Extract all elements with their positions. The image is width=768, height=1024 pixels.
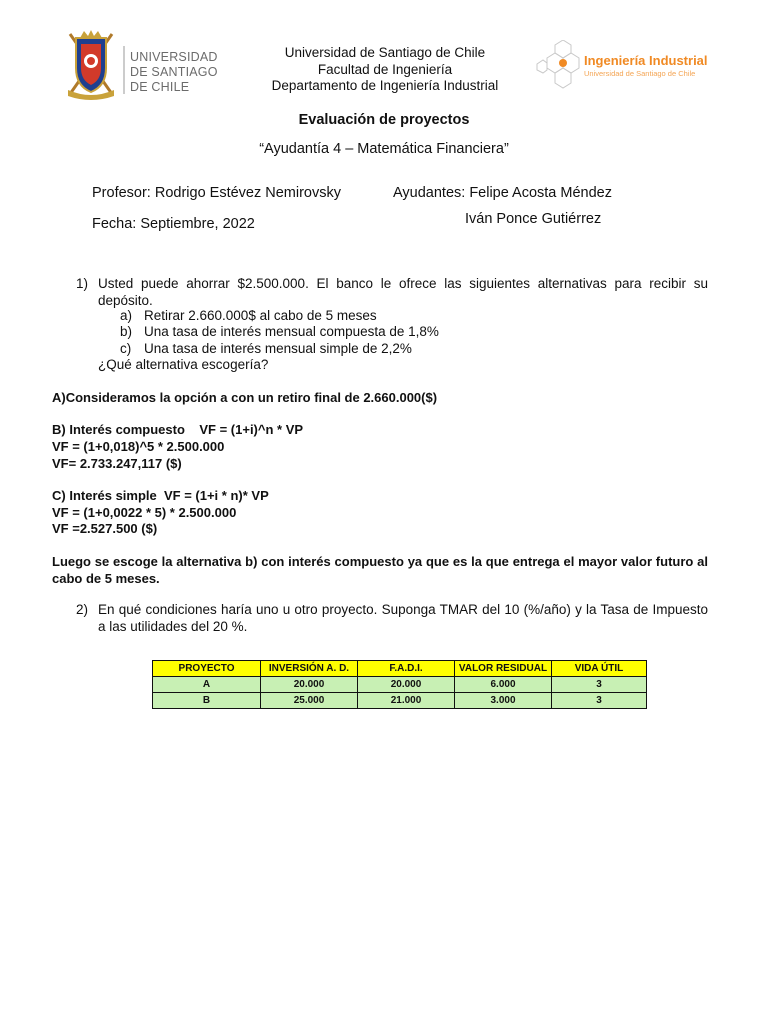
table-cell: 3 (552, 693, 647, 709)
answer-c-result: VF =2.527.500 ($) (52, 521, 158, 536)
table-header-cell: VALOR RESIDUAL (455, 661, 552, 677)
table-cell: A (153, 677, 261, 693)
answer-a: A)Consideramos la opción a con un retiro final de 2.660.000($) (52, 390, 438, 405)
university-name: Universidad de Santiago de Chile (284, 45, 486, 60)
table-header-cell: INVERSIÓN A. D. (261, 661, 358, 677)
assistants-line-1: Ayudantes: Felipe Acosta Méndez (393, 185, 612, 201)
faculty-name: Facultad de Ingeniería (317, 61, 453, 77)
answer-conclusion: Luego se escoge la alternativa b) con interés compuesto ya que es la que entrega el mayor valor futuro al cabo de 5 meses. (52, 554, 708, 586)
professor-line: Profesor: Rodrigo Estévez Nemirovsky (92, 185, 341, 201)
table-header-cell: PROYECTO (153, 661, 261, 677)
question-2-text: En qué condiciones haría uno u otro proyecto. Suponga TMAR del 10 (%/año) y la Tasa de Impuesto a las utilidades del 20 %. (98, 602, 708, 634)
date-line: Fecha: Septiembre, 2022 (92, 216, 255, 232)
document-title: Evaluación de proyectos (298, 112, 470, 128)
document-subtitle: “Ayudantía 4 – Matemática Financiera” (259, 141, 509, 157)
answer-b-result: VF= 2.733.247,117 ($) (52, 456, 182, 471)
dept-logo-title: Ingeniería Industrial (584, 53, 708, 68)
table-header-cell: VIDA ÚTIL (552, 661, 647, 677)
question-1-text: Usted puede ahorrar $2.500.000. El banco le ofrece las siguientes alternativas para recibir su depósito. (98, 276, 708, 308)
header-institution (240, 45, 530, 95)
table-cell: 6.000 (455, 677, 552, 693)
table-cell: 3 (552, 677, 647, 693)
table-cell: B (153, 693, 261, 709)
project-table (152, 660, 647, 709)
question-1-number: 1) (76, 276, 89, 291)
table-cell: 3.000 (455, 693, 552, 709)
answer-c-heading: C) Interés simple VF = (1+i * n)* VP (52, 488, 269, 503)
question-2-number: 2) (76, 602, 89, 617)
table-cell: 25.000 (261, 693, 358, 709)
table-cell: 20.000 (358, 677, 455, 693)
assistants-line-2: Iván Ponce Gutiérrez (465, 211, 602, 227)
department-name: Departamento de Ingeniería Industrial (271, 78, 499, 93)
university-logo-text: UNIVERSIDAD DE SANTIAGO DE CHILE (130, 50, 218, 94)
table-cell: 20.000 (261, 677, 358, 693)
table-row (153, 693, 647, 709)
table-row (153, 677, 647, 693)
answer-c-formula: VF = (1+0,0022 * 5) * 2.500.000 (52, 505, 237, 520)
table-header-row (153, 661, 647, 677)
question-1-option-a: a) Retirar 2.660.000$ al cabo de 5 meses (120, 308, 377, 323)
answer-b-formula: VF = (1+0,018)^5 * 2.500.000 (52, 439, 225, 454)
answer-b-heading: B) Interés compuesto VF = (1+i)^n * VP (52, 422, 304, 437)
question-1-prompt: ¿Qué alternativa escogería? (98, 357, 269, 372)
question-1-option-b: b) Una tasa de interés mensual compuesta de 1,8% (120, 324, 439, 339)
dept-logo-subtitle: Universidad de Santiago de Chile (584, 69, 696, 78)
table-cell: 21.000 (358, 693, 455, 709)
question-1-option-c: c) Una tasa de interés mensual simple de 2,2% (120, 341, 412, 356)
table-header-cell: F.A.D.I. (358, 661, 455, 677)
